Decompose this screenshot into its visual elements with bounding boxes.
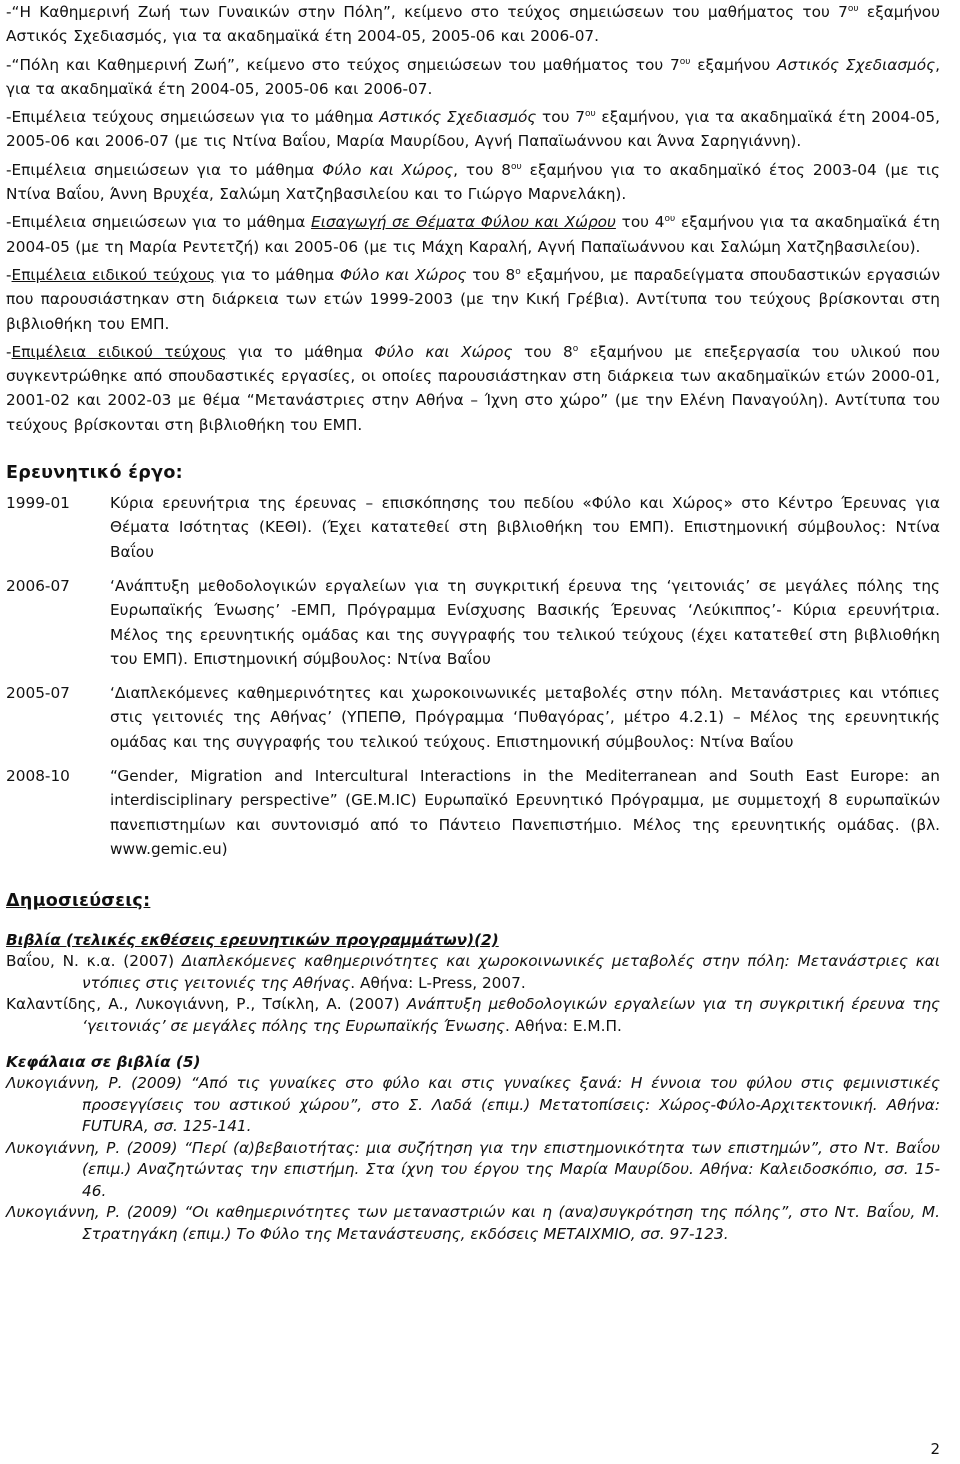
paragraph-3: -Επιμέλεια τεύχους σημειώσεων για το μάθημα Αστικός Σχεδιασμός του $7^{o\upsilon}$ εξαμήνου, για τα ακαδημαϊκά έτη 2004-05, 2005-06 και 2006-07 (με τις Ντίνα Βαΐου, Μαρία Μαυρίδου, Αγνή Παπαϊωάννου και Άννα Σαρηγιάννη). (6, 108, 940, 151)
project-years: 1999-01 (6, 494, 70, 513)
paragraph-2: -“Πόλη και Καθημερινή Ζωή”, κείμενο στο τεύχος σημειώσεων του μαθήματος του $7^{o\upsilon}$ εξαμήνου Αστικός Σχεδιασμός, για τα ακαδημαϊκά έτη 2004-05, 2005-06 και 2006-07. (6, 55, 940, 98)
research-projects (6, 491, 940, 861)
document-page (6, 0, 940, 1245)
research-project (6, 574, 940, 671)
project-description: Κύρια ερευνήτρια της έρευνας – επισκόπησης του πεδίου «Φύλο και Χώρος» στο Κέντρο Έρευνας για Θέματα Ισότητας (ΚΕΘΙ). (Έχει κατατεθεί στη βιβλιοθήκη του ΕΜΠ). Επιστημονική σύμβουλος: Ντίνα Βαΐου (110, 494, 940, 561)
special-issue-link: Επιμέλεια ειδικού τεύχους (11, 265, 216, 284)
paragraph-5: -Επιμέλεια σημειώσεων για το μάθημα Εισαγωγή σε Θέματα Φύλου και Χώρου του $4^{o\upsilon}$ εξαμήνου για τα ακαδημαϊκά έτη 2004-05 (με τη Μαρία Ρεντετζή) και 2005-06 (με τις Μάχη Καραλή, Αγνή Παπαϊωάννου και Σαλώμη Χατζηβασιλείου). (6, 213, 940, 256)
project-description: ‘Διαπλεκόμενες καθημερινότητες και χωροκοινωνικές μεταβολές στην πόλη. Μετανάστριες και ντόπιες στις γειτονιές της Αθήνας’ (ΥΠΕΠΘ, Πρόγραμμα ‘Πυθαγόρας’, μέτρο 4.2.1) – Μέλος της ερευνητικής ομάδας και της συγγραφής του τελικού τεύχους. Επιστημονική σύμβουλος: Ντίνα Βαΐου (110, 684, 940, 751)
special-issue-link: Επιμέλεια ειδικού τεύχους (11, 342, 227, 361)
chapter-reference: Λυκογιάννη, Ρ. (2009) “Οι καθημερινότητες των μεταναστριών και η (ανα)συγκρότηση της πόλης”, στο Ντ. Βαΐου, Μ. Στρατηγάκη (επιμ.) Το Φύλο της Μετανάστευσης, εκδόσεις ΜΕΤΑΙΧΜΙΟ, σσ. 97-123. (6, 1203, 940, 1243)
chapter-reference: Λυκογιάννη, Ρ. (2009) “Περί (α)βεβαιοτήτας: μια συζήτηση για την επιστημονικότητα των επιστημών”, στο Ντ. Βαΐου (επιμ.) Αναζητώντας την επιστήμη. Στα ίχνη του έργου της Μαρία Μαυρίδου. Αθήνα: Καλειδοσκόπιο, σσ. 15-46. (6, 1138, 940, 1200)
research-project (6, 764, 940, 861)
project-description: ‘Ανάπτυξη μεθοδολογικών εργαλείων για τη συγκριτική έρευνα της ‘γειτονιάς’ σε μεγάλες πόλης της Ευρωπαϊκής Ένωσης’ -ΕΜΠ, Πρόγραμμα Ενίσχυσης Βασικής Έρευνας ‘Λεύκιππος’- Κύρια ερευνήτρια. Μέλος της ερευνητικής ομάδας και της συγγραφής του τελικού τεύχους (έχει κατατεθεί στη βιβλιοθήκη του ΕΜΠ). Επιστημονική σύμβουλος: Ντίνα Βαΐου (110, 576, 940, 668)
project-years: 2006-07 (6, 576, 70, 595)
chapter-reference: Λυκογιάννη, Ρ. (2009) “Από τις γυναίκες στο φύλο και στις γυναίκες ξανά: Η έννοια του φύλου στις φεμινιστικές προσεγγίσεις του αστικού χώρου”, στο Σ. Λαδά (επιμ.) Μετατοπίσεις: Χώρος-Φύλο-Αρχιτεκτονική. Αθήνα: FUTURA, σσ. 125-141. (6, 1074, 940, 1136)
research-project (6, 491, 940, 564)
books-heading: Βιβλία (τελικές εκθέσεις ερευνητικών προγραμμάτων)(2) (6, 931, 499, 950)
chapters-heading: Κεφάλαια σε βιβλία (5) (6, 1053, 201, 1072)
project-years: 2008-10 (6, 767, 70, 786)
project-description: “Gender, Migration and Intercultural Interactions in the Mediterranean and South East Europe: an interdisciplinary perspective” (GE.M.IC) Ευρωπαϊκό Ερευνητικό Πρόγραμμα, με συμμετοχή 8 ευρωπαϊκών πανεπιστημίων και συντονισμό από το Πάντειο Πανεπιστήμιο. Μέλος της ερευνητικής ομάδας. (βλ. www.gemic.eu) (110, 767, 940, 858)
publications-heading: Δημοσιεύσεις: (6, 891, 151, 912)
book-reference: Βαΐου, Ν. κ.α. (2007) Διαπλεκόμενες καθημερινότητες και χωροκοινωνικές μεταβολές στην πόλη: Μετανάστριες και ντόπιες στις γειτονιές της Αθήνας. Αθήνα: L-Press, 2007. (6, 952, 940, 992)
paragraph-6: -Επιμέλεια ειδικού τεύχους για το μάθημα Φύλο και Χώρος του $8^o$ εξαμήνου, με παραδείγματα σπουδαστικών εργασιών που παρουσιάστηκαν στη διάρκεια των ετών 1999-2003 (με την Κική Γρέβια). Αντίτυπα του τεύχους βρίσκονται στη βιβλιοθήκη του ΕΜΠ. (6, 265, 940, 333)
paragraph-4: -Επιμέλεια σημειώσεων για το μάθημα Φύλο και Χώρος, του $8^{o\upsilon}$ εξαμήνου για το ακαδημαϊκό έτος 2003-04 (με τις Ντίνα Βαΐου, Άννη Βρυχέα, Σαλώμη Χατζηβασιλείου και το Γιώργο Μαρνελάκη). (6, 160, 940, 204)
research-heading: Ερευνητικό έργο: (6, 463, 183, 484)
project-years: 2005-07 (6, 684, 70, 703)
paragraph-1: -“Η Καθημερινή Ζωή των Γυναικών στην Πόλη”, κείμενο στο τεύχος σημειώσεων του μαθήματος του $7^{o\upsilon}$ εξαμήνου Αστικός Σχεδιασμός, για τα ακαδημαϊκά έτη 2004-05, 2005-06 και 2006-07. (6, 3, 940, 46)
research-project (6, 681, 940, 754)
page-number: 2 (930, 1440, 940, 1458)
paragraph-7: -Επιμέλεια ειδικού τεύχους για το μάθημα Φύλο και Χώρος του $8^o$ εξαμήνου με επεξεργασία του υλικού που συγκεντρώθηκε από σπουδαστικές εργασίες, οι οποίες παρουσιάστηκαν στη διάρκεια των ακαδημαϊκών ετών 2000-01, 2001-02 και 2002-03 με θέμα “Μετανάστριες στην Αθήνα – Ίχνη στο χώρο” (με την Ελένη Παναγούλη). Αντίτυπα του τεύχους βρίσκονται στη βιβλιοθήκη του ΕΜΠ. (6, 342, 940, 434)
book-reference: Καλαντίδης, Α., Λυκογιάννη, Ρ., Τσίκλη, Α. (2007) Ανάπτυξη μεθοδολογικών εργαλείων για τη συγκριτική έρευνα της ‘γειτονιάς’ σε μεγάλες πόλης της Ευρωπαϊκής Ένωσης. Αθήνα: Ε.Μ.Π. (6, 995, 940, 1035)
